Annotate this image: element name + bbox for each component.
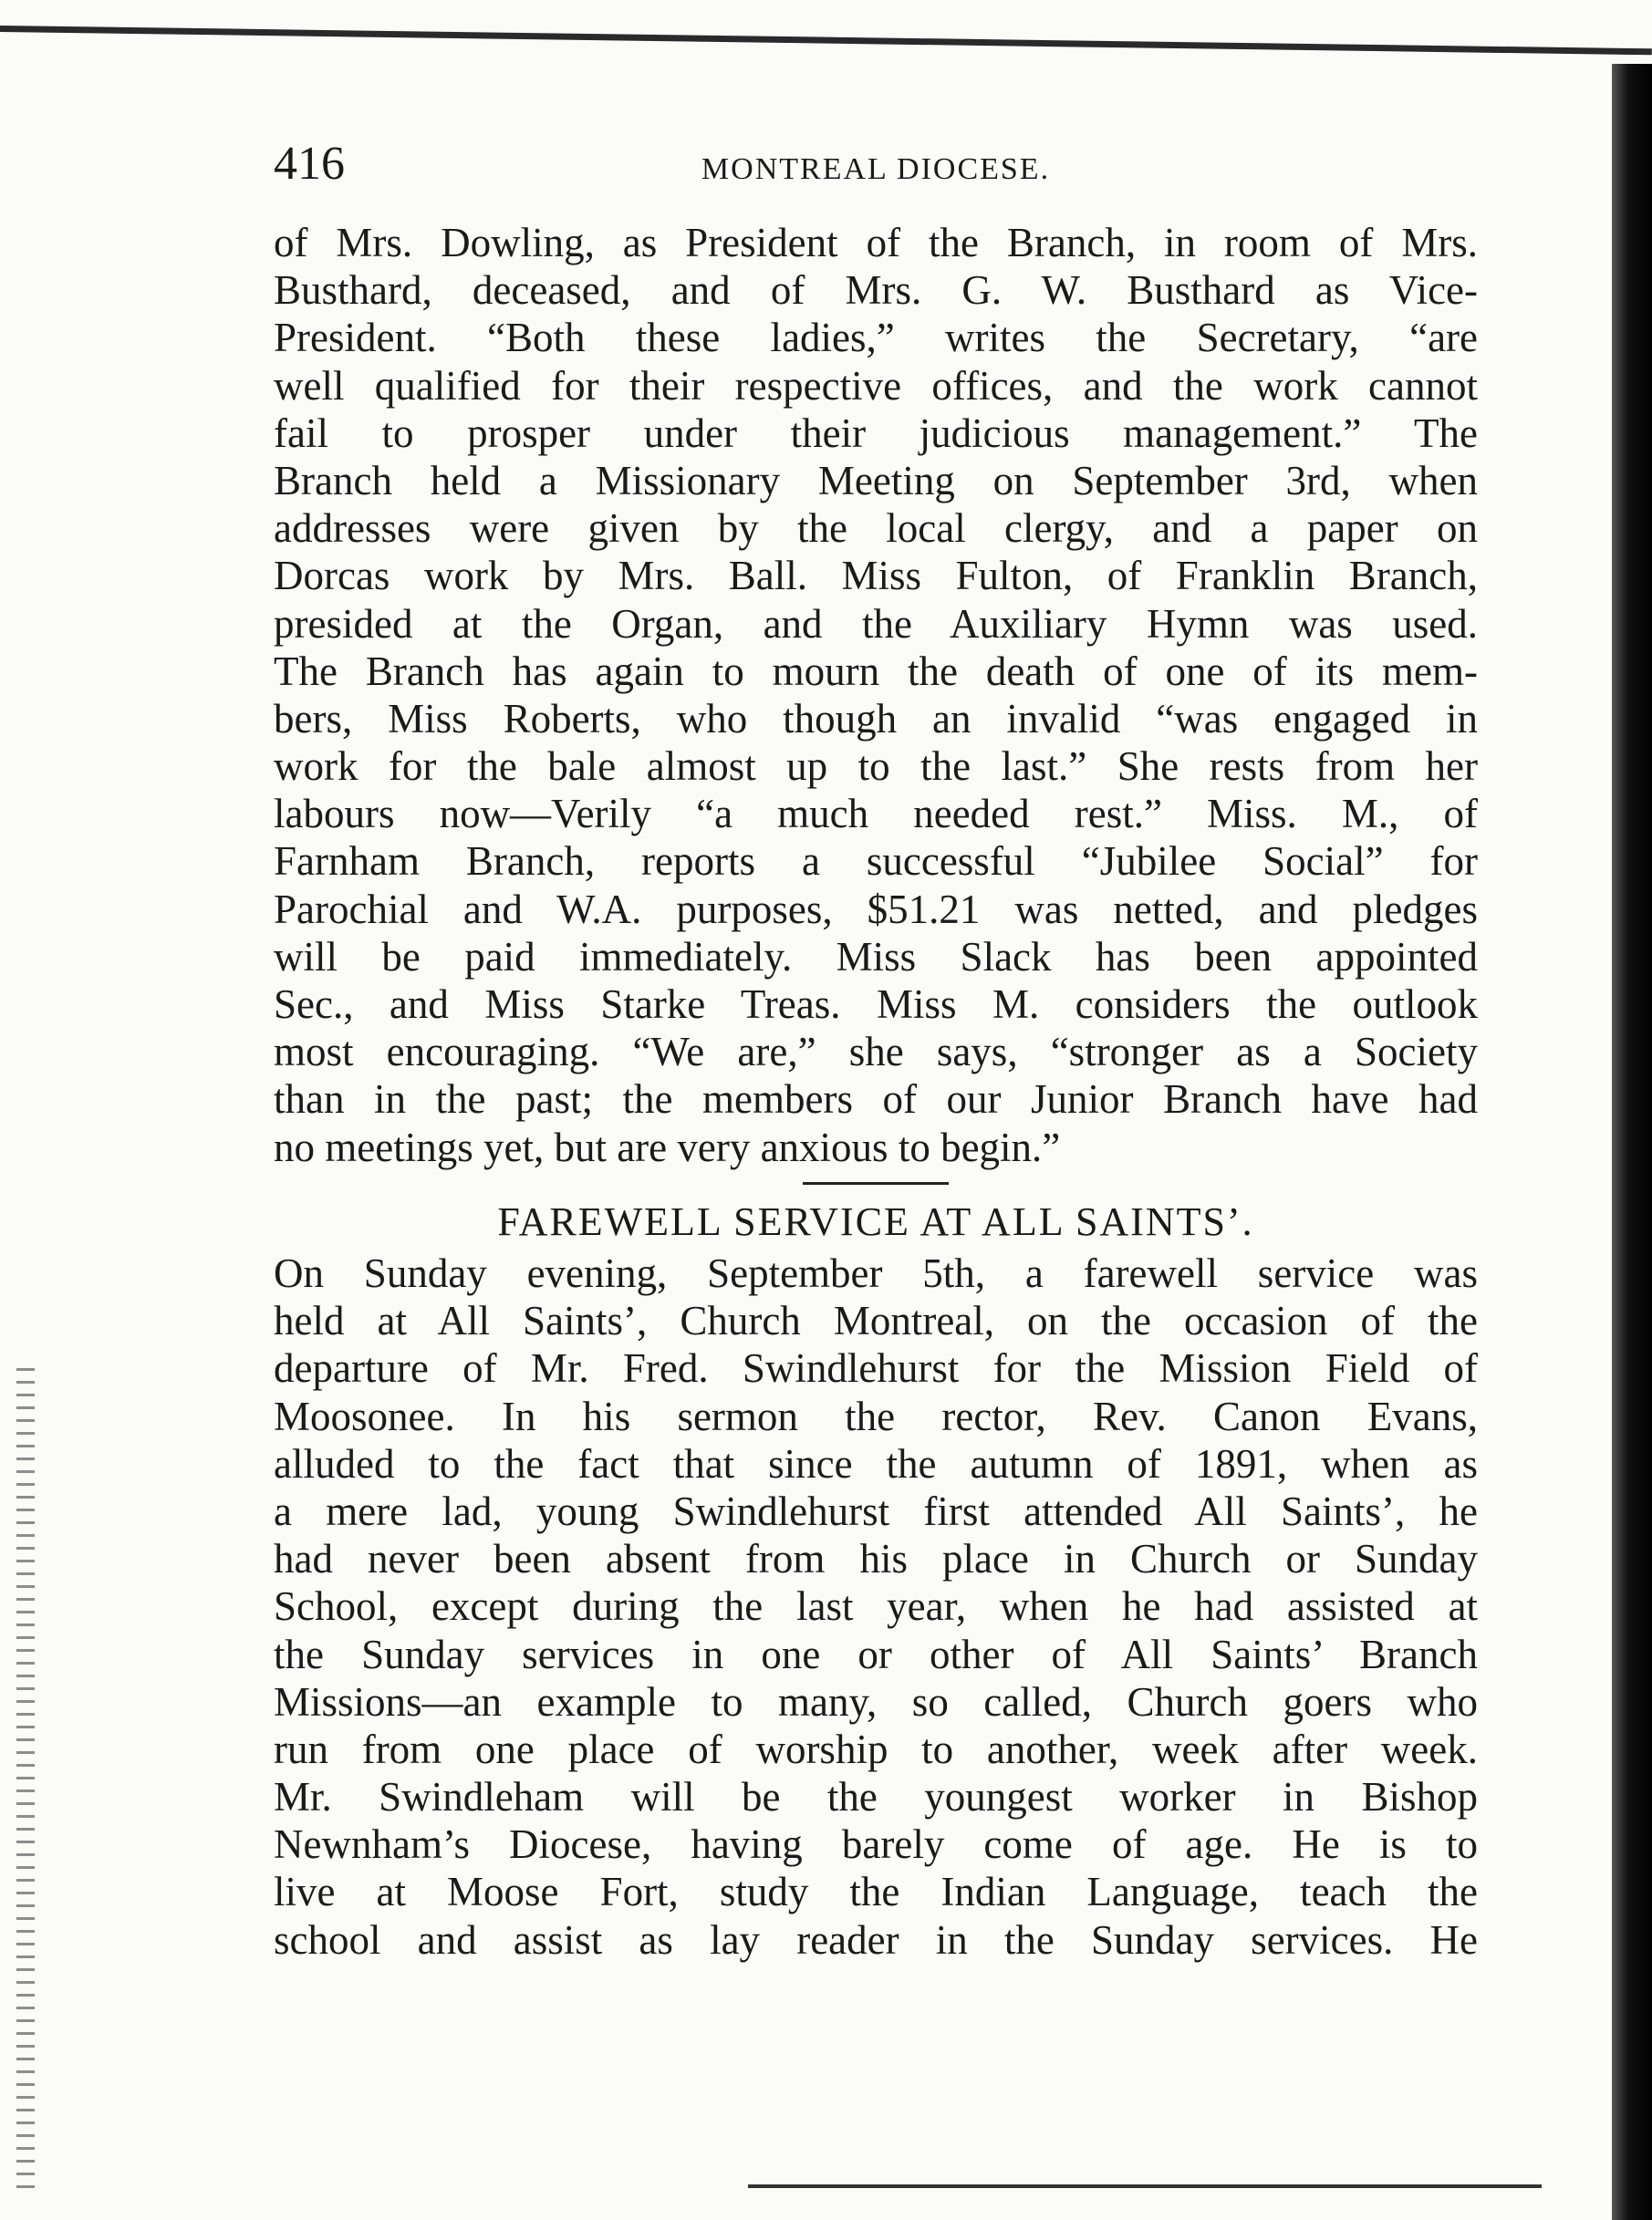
text-line: alluded to the fact that since the autumn of 1891, when as <box>274 1440 1478 1487</box>
text-line: departure of Mr. Fred. Swindlehurst for the Mission Field of <box>274 1345 1478 1392</box>
top-border-rule <box>0 26 1652 55</box>
text-line: addresses were given by the local clergy, and a paper on <box>274 505 1478 552</box>
text-line: School, except during the last year, when he had assisted at <box>274 1583 1478 1630</box>
text-line: most encouraging. “We are,” she says, “stronger as a Society <box>274 1029 1478 1075</box>
text-line: live at Moose Fort, study the Indian Language, teach the <box>274 1869 1478 1915</box>
text-line: The Branch has again to mourn the death of one of its mem- <box>274 648 1478 694</box>
text-line: Missions—an example to many, so called, Church goers who <box>274 1678 1478 1725</box>
text-line: On Sunday evening, September 5th, a farewell service was <box>274 1250 1478 1296</box>
text-line: will be paid immediately. Miss Slack has been appointed <box>274 933 1478 980</box>
paragraph-farewell-service <box>274 1250 1478 1964</box>
text-line: well qualified for their respective offices, and the work cannot <box>274 362 1478 409</box>
text-line: Dorcas work by Mrs. Ball. Miss Fulton, of Franklin Branch, <box>274 553 1478 599</box>
text-line: school and assist as lay reader in the Sunday services. He <box>274 1916 1478 1963</box>
text-line: fail to prosper under their judicious management.” The <box>274 410 1478 456</box>
text-line: of Mrs. Dowling, as President of the Branch, in room of Mrs. <box>274 220 1478 265</box>
text-line: had never been absent from his place in Church or Sunday <box>274 1536 1478 1582</box>
text-line: run from one place of worship to another, week after week. <box>274 1726 1478 1772</box>
text-line: work for the bale almost up to the last.” She rests from her <box>274 743 1478 790</box>
running-head <box>274 128 1478 201</box>
text-line: President. “Both these ladies,” writes the Secretary, “are <box>274 315 1478 361</box>
text-line: the Sunday services in one or other of All Saints’ Branch <box>274 1631 1478 1677</box>
paragraph-dowling-branch <box>274 219 1478 1171</box>
text-line: Parochial and W.A. purposes, $51.21 was netted, and pledges <box>274 886 1478 932</box>
text-line: no meetings yet, but are very anxious to begin.” <box>274 1124 1061 1170</box>
page-number: 416 <box>274 138 345 190</box>
scan-margin-noise <box>16 1368 35 2189</box>
text-line: a mere lad, young Swindlehurst first attended All Saints’, he <box>274 1488 1478 1534</box>
text-line: Newnham’s Diocese, having barely come of age. He is to <box>274 1821 1478 1868</box>
text-line: than in the past; the members of our Junior Branch have had <box>274 1076 1478 1123</box>
section-heading: FAREWELL SERVICE AT ALL SAINTS’. <box>497 1199 1254 1244</box>
page-binding-edge <box>1612 64 1652 2220</box>
text-line: presided at the Organ, and the Auxiliary Hymn was used. <box>274 600 1478 647</box>
running-title: MONTREAL DIOCESE. <box>701 152 1051 186</box>
text-line: bers, Miss Roberts, who though an invalid “was engaged in <box>274 695 1478 742</box>
text-line: labours now—Verily “a much needed rest.” Miss. M., of <box>274 791 1478 837</box>
text-line: Farnham Branch, reports a successful “Jubilee Social” for <box>274 838 1478 885</box>
text-line: Branch held a Missionary Meeting on September 3rd, when <box>274 457 1478 503</box>
text-line: Sec., and Miss Starke Treas. Miss M. considers the outlook <box>274 981 1478 1027</box>
section-divider <box>803 1182 949 1185</box>
text-line: held at All Saints’, Church Montreal, on the occasion of the <box>274 1298 1478 1344</box>
text-line: Mr. Swindleham will be the youngest worker in Bishop <box>274 1774 1478 1821</box>
text-line: Busthard, deceased, and of Mrs. G. W. Busthard as Vice- <box>274 267 1478 314</box>
text-line: Moosonee. In his sermon the rector, Rev. Canon Evans, <box>274 1393 1478 1439</box>
bottom-border-rule <box>748 2184 1542 2188</box>
